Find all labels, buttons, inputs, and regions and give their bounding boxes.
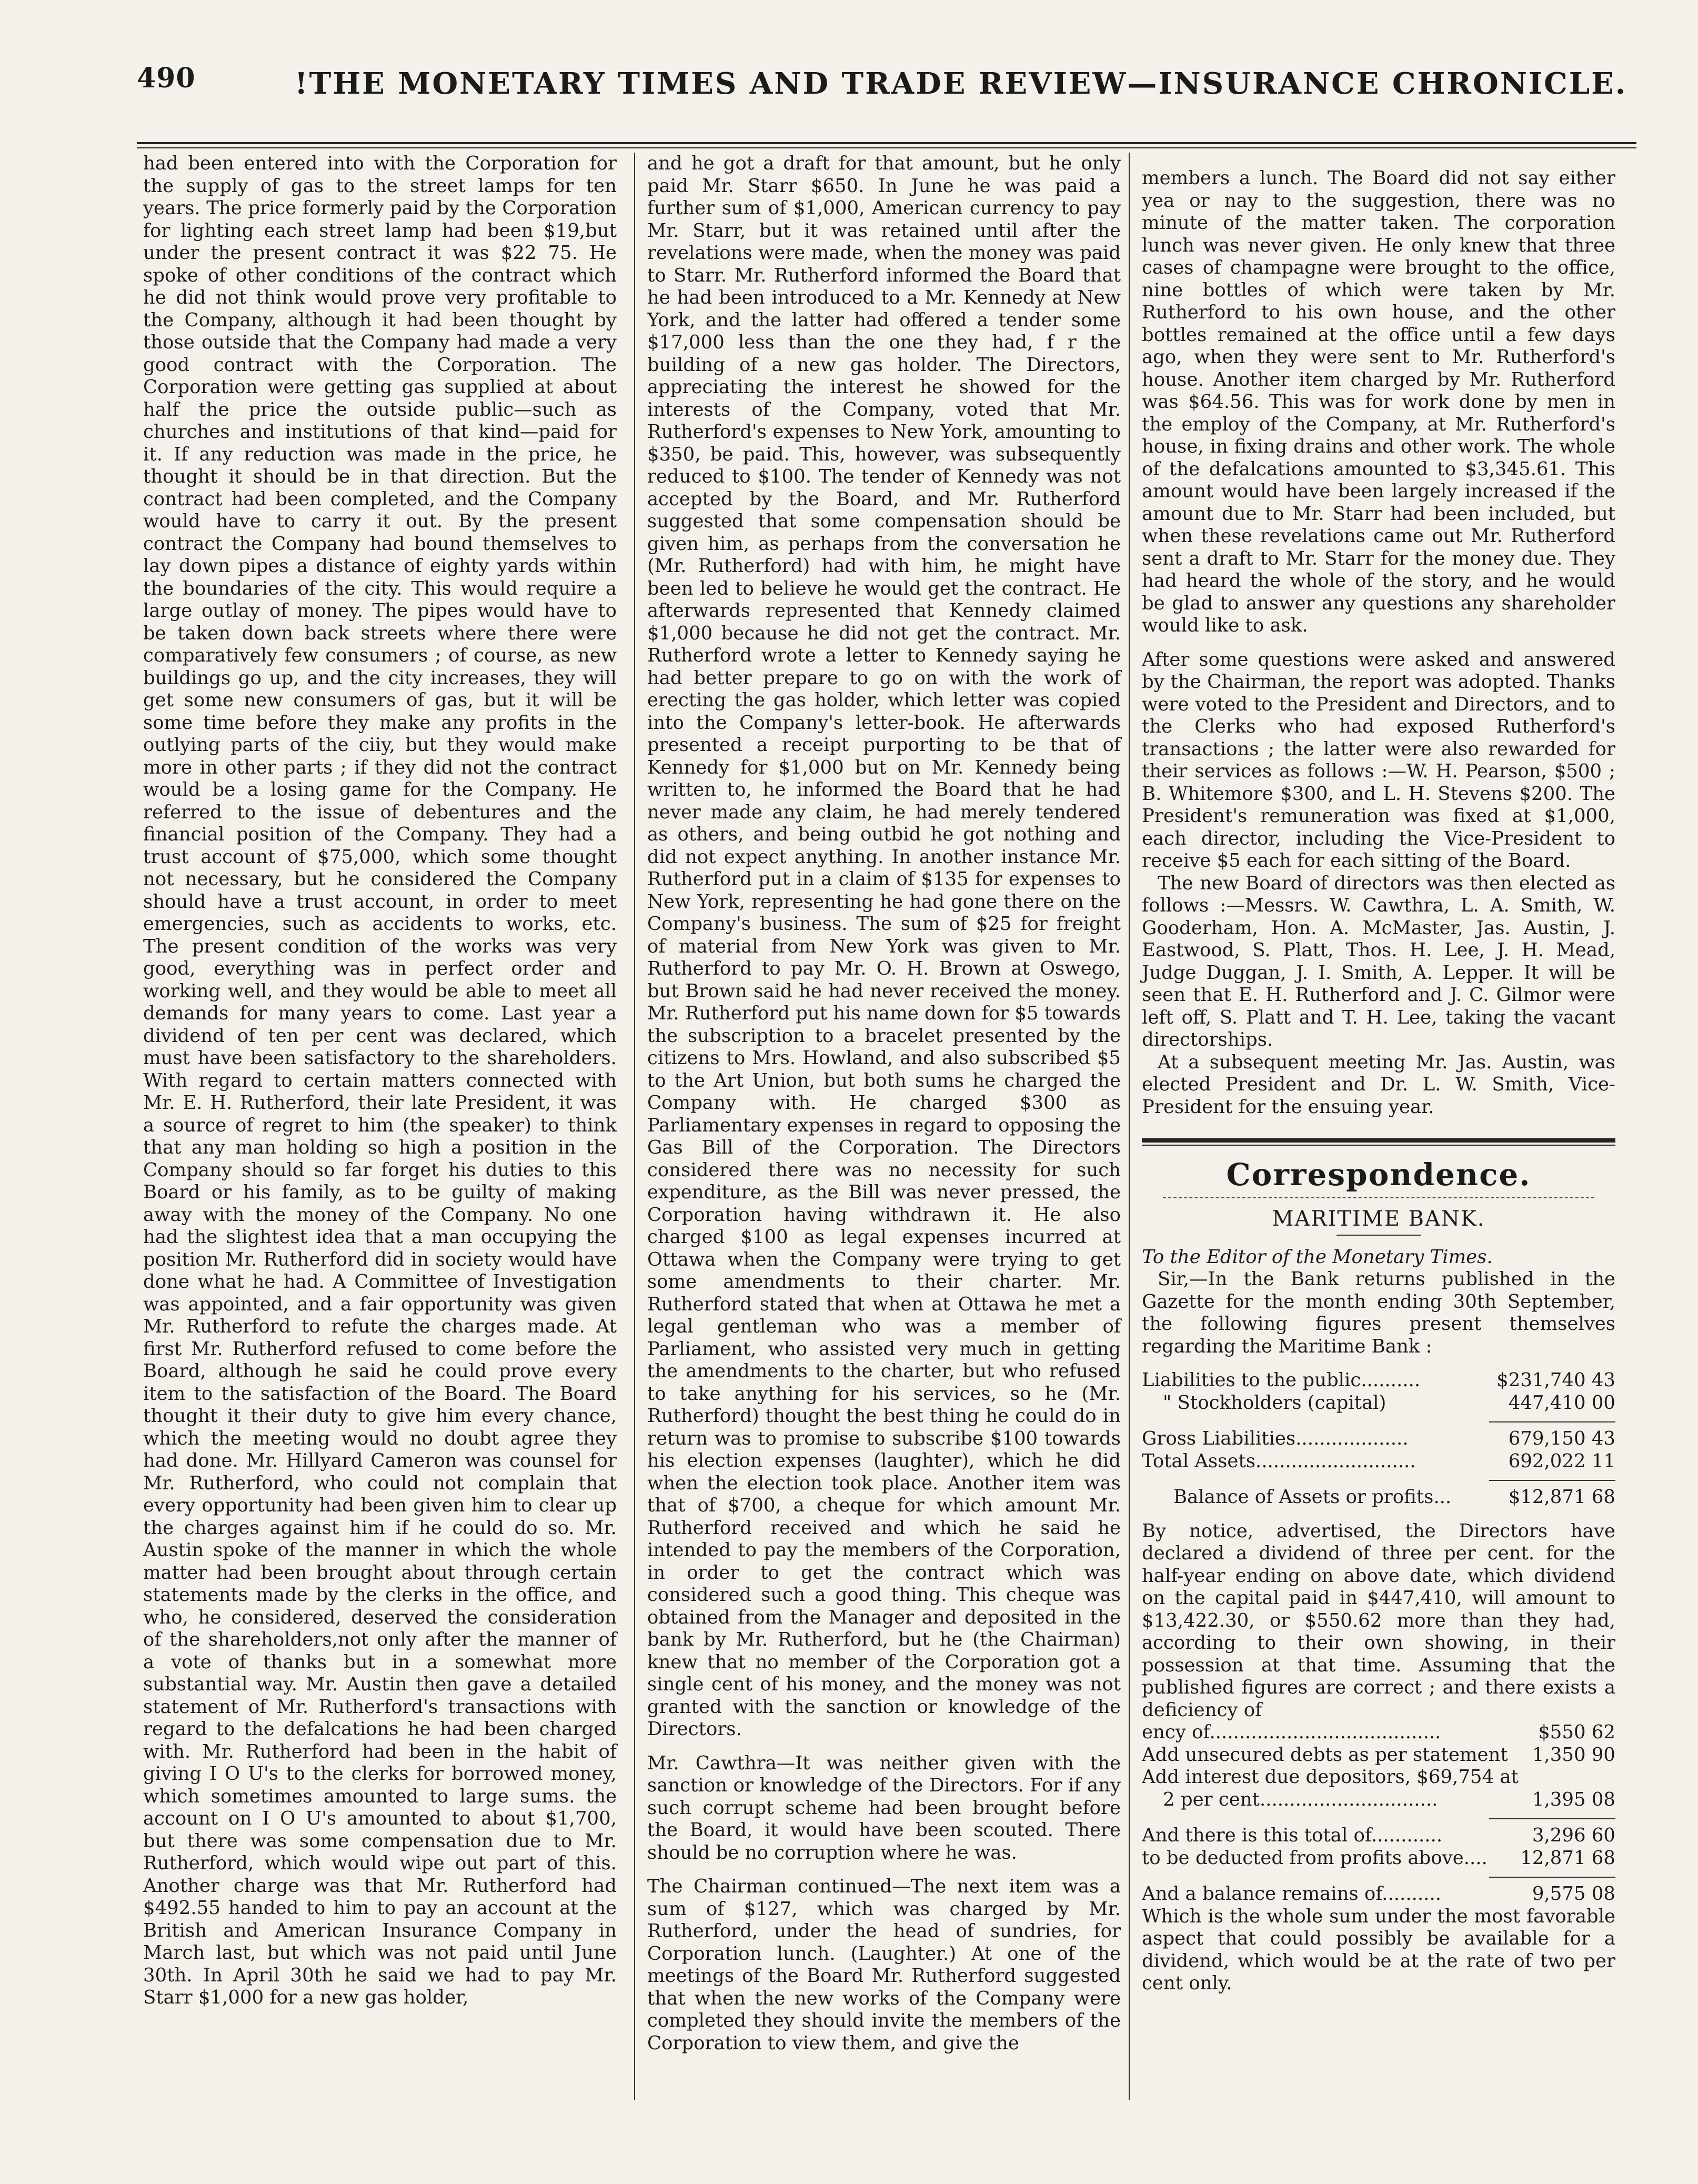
section-title: Correspondence. bbox=[1226, 1157, 1531, 1193]
letter-heading: MARITIME BANK. bbox=[1272, 1207, 1485, 1231]
figure-row: Liabilities to the public.......... $231,740 43 bbox=[1142, 1369, 1615, 1391]
article-paragraph: At a subsequent meeting Mr. Jas. Austin, was elected President and Dr. L. W. Smith, Vice-President for the ensuing year. bbox=[1142, 1051, 1615, 1118]
ornamental-rule bbox=[1163, 1197, 1594, 1198]
figure-row: 2 per cent.............................. 1,395 08 bbox=[1163, 1788, 1615, 1810]
figure-row: Balance of Assets or profits... $12,871 68 bbox=[1173, 1486, 1615, 1508]
letter-paragraph: By notice, advertised, the Directors have declared a dividend of three per cent. for the half-year ending on above date, which dividend on the capital paid in $447,410, will amount to $13,422.30, or $550.62 more than they had, according to their own showing, in their possession at that time. Assuming that the published figures are correct ; and there exists a deficiency of bbox=[1142, 1520, 1615, 1721]
article-paragraph: Mr. Cawthra—It was neither given with the sanction or knowledge of the Directors. For if any such corrupt scheme had been brought before the Board, it would have been scouted. There should be no corruption where he was. bbox=[647, 1752, 1121, 1864]
short-rule bbox=[1337, 1235, 1421, 1236]
section-divider bbox=[1142, 1138, 1615, 1146]
figure-row: Gross Liabilities................... 679,150 43 bbox=[1142, 1428, 1615, 1449]
running-title: !THE MONETARY TIMES AND TRADE REVIEW—INSURANCE CHRONICLE. bbox=[295, 66, 1627, 101]
sum-rule bbox=[1489, 1421, 1615, 1422]
figure-row: ency of....................................... $550 62 bbox=[1142, 1721, 1615, 1743]
sum-rule bbox=[1489, 1480, 1615, 1481]
figure-row: And a balance remains of.......... 9,575 08 bbox=[1142, 1883, 1615, 1905]
page-number: 490 bbox=[137, 62, 196, 94]
figure-row: Add interest due depositors, $69,754 at bbox=[1142, 1766, 1519, 1788]
column-2 bbox=[647, 153, 1121, 2055]
article-paragraph: had been entered into with the Corporation for the supply of gas to the street lamps for ten years. The price formerly paid by the Corporation for lighting each street lamp had been $19,but under the present contract it was $22 75. He spoke of other conditions of the contract which he did not think would prove very profitable to the Company, although it had been thought by those outside that the Company had made a very good contract with the Corporation. The Corporation were getting gas supplied at about half the price the outside public—such as churches and institutions of that kind—paid for it. If any reduction was made in the price, he thought it should be in that direction. But the contract had been completed, and the Company would have to carry it out. By the present contract the Company had bound themselves to lay down pipes a distance of eighty yards within the boundaries of the city. This would require a large outlay of money. The pipes would have to be taken down back streets where there were comparatively few consumers ; of course, as new buildings go up, and the city increases, they will get some new consumers of gas, but it will be some time before they make any profits in the outlying parts of the ciiy, but they would make more in other parts ; if they did not the contract would be a losing game for the Company. He referred to the issue of debentures and the financial position of the Company. They had a trust account of $75,000, which some thought not necessary, but he considered the Company should have a trust account, in order to meet emergencies, such as accidents to works, etc. The present condition of the works was very good, everything was in perfect order and working well, and they would be able to meet all demands for many years to come. Last year a dividend of ten per cent was declared, which must have been satisfactory to the shareholders. With regard to certain matters connected with Mr. E. H. Rutherford, their late President, it was a source of regret to him (the speaker) to think that any man holding so high a position in the Company should so far forget his duties to this Board or his family, as to be guilty of making away with the money of the Company. No one had the slightest idea that a man occupying the position Mr. Rutherford did in society would have done what he had. A Committee of Investigation was appointed, and a fair opportunity was given Mr. Rutherford to refute the charges made. At first Mr. Rutherford refused to come before the Board, although he said he could prove every item to the satisfaction of the Board. The Board thought it their duty to give him every chance, which the meeting would no doubt agree they had done. Mr. Hillyard Cameron was counsel for Mr. Rutherford, who could not complain that every opportunity had been given him to clear up the charges against him if he could do so. Mr. Austin spoke of the manner in which the whole matter had been brought about through certain statements made by the clerks in the office, and who, he considered, deserved the consideration of the shareholders,not only after the manner of a vote of thanks but in a somewhat more substantial way. Mr. Austin then gave a detailed statement of Mr. Rutherford's transactions with regard to the defalcations he had been charged with. Mr. Rutherford had been in the habit of giving I O U's to the clerks for borrowed money, which sometimes amounted to large sums. the account on I O U's amounted to about $1,700, but there was some compensation due to Mr. Rutherford, which would wipe out part of this. Another charge was that Mr. Rutherford had $492.55 handed to him to pay an account at the British and American Insurance Company in March last, but which was not paid until June 30th. In April 30th he said we had to pay Mr. Starr $1,000 for a new gas holder, bbox=[143, 153, 617, 2008]
sum-rule bbox=[1489, 1818, 1615, 1819]
article-paragraph: After some questions were asked and answered by the Chairman, the report was adopted. Thanks were voted to the President and Directors, and to the Clerks who had exposed Rutherford's transactions ; the latter were also rewarded for their services as follows :—W. H. Pearson, $500 ; B. Whitemore $300, and L. H. Stevens $200. The President's remuneration was fixed at $1,000, each director, including the Vice-President to receive $5 each for each sitting of the Board. bbox=[1142, 648, 1615, 871]
article-paragraph: The new Board of directors was then elected as follows :—Messrs. W. Cawthra, L. A. Smith, W. Gooderham, Hon. A. McMaster, Jas. Austin, J. Eastwood, S. Platt, Thos. H. Lee, J. H. Mead, Judge Duggan, J. I. Smith, A. Lepper. It will be seen that E. H. Rutherford and J. C. Gilmor were left off, S. Platt and T. H. Lee, taking the vacant directorships. bbox=[1142, 872, 1615, 1050]
figure-row: " Stockholders (capital) 447,410 00 bbox=[1163, 1391, 1615, 1414]
column-1 bbox=[143, 153, 617, 2009]
figure-row: And there is this total of............ 3,296 60 bbox=[1142, 1825, 1615, 1846]
article-paragraph: members a lunch. The Board did not say either yea or nay to the suggestion, there was no minute of the matter taken. The corporation lunch was never given. He only knew that three cases of champagne were brought to the office, nine bottles of which were taken by Mr. Rutherford to his own house, and the other bottles remained at the office until a few days ago, when they were sent to Mr. Rutherford's house. Another item charged by Mr. Rutherford was $64.56. This was for work done by men in the employ of the Company, at Mr. Rutherford's house, in fixing drains and other work. The whole of the defalcations amounted to $3,345.61. This amount would have been largely increased if the amount due to Mr. Starr had been included, but when these revelations came out Mr. Rutherford sent a draft to Mr. Starr for the money due. They had heard the whole of the story, and he would be glad to answer any questions any shareholder would like to ask. bbox=[1142, 167, 1615, 636]
header-rule bbox=[137, 142, 1636, 148]
salutation: To the Editor of the Monetary Times. bbox=[1142, 1246, 1493, 1268]
sum-rule bbox=[1489, 1877, 1615, 1878]
article-paragraph: The Chairman continued—The next item was a sum of $127, which was charged by Mr. Rutherford, under the head of sundries, for Corporation lunch. (Laughter.) At one of the meetings of the Board Mr. Rutherford suggested that when the new works of the Company were completed they should invite the members of the Corporation to view them, and give the bbox=[647, 1876, 1121, 2054]
figure-row: Add unsecured debts as per statement 1,350 90 bbox=[1142, 1744, 1615, 1766]
letter-paragraph: Sir,—In the Bank returns published in the Gazette for the month ending 30th September, the following figures present themselves regarding the Maritime Bank : bbox=[1142, 1268, 1615, 1357]
column-rule-2 bbox=[1129, 153, 1130, 2100]
column-rule-1 bbox=[634, 153, 635, 2100]
letter-paragraph: Which is the whole sum under the most favorable aspect that could possibly be available for a dividend, which would be at the rate of two per cent only. bbox=[1142, 1905, 1615, 1994]
figure-row: Total Assets........................... 692,022 11 bbox=[1142, 1450, 1615, 1472]
article-paragraph: and he got a draft for that amount, but he only paid Mr. Starr $650. In June he was paid a further sum of $1,000, American currency to pay Mr. Starr, but it was retained until after the revelations were made, when the money was paid to Starr. Mr. Rutherford informed the Board that he had been introduced to a Mr. Kennedy at New York, and the latter had offered a tender some $17,000 less than the one they had, f r the building of a new gas holder. The Directors, appreciating the interest he showed for the interests of the Company, voted that Mr. Rutherford's expenses to New York, amounting to $350, be paid. This, however, was subsequently reduced to $100. The tender of Kennedy was not accepted by the Board, and Mr. Rutherford suggested that some compensation should be given him, as perhaps from the conversation he (Mr. Rutherford) had with him, he might have been led to believe he would get the contract. He afterwards represented that Kennedy claimed $1,000 because he did not get the contract. Mr. Rutherford wrote a letter to Kennedy saying he had better prepare to go on with the work of erecting the gas holder, which letter was copied into the Company's letter-book. He afterwards presented a receipt purporting to be that of Kennedy for $1,000 but on Mr. Kennedy being written to, he informed the Board that he had never made any claim, he had merely tendered as others, and being outbid he got nothing and did not expect anything. In another instance Mr. Rutherford put in a claim of $135 for expenses to New York, representing he had gone there on the Company's business. The sum of $25 for freight of material from New York was given to Mr. Rutherford to pay Mr. O. H. Brown at Oswego, but Brown said he had never received the money. Mr. Rutherford put his name down for $5 towards the subscription to a bracelet presented by the citizens to Mrs. Howland, and also subscribed $5 to the Art Union, but both sums he charged the Company with. He charged $300 as Parliamentary expenses in regard to opposing the Gas Bill of the Corporation. The Directors considered there was no necessity for such expenditure, as the Bill was never pressed, the Corporation having withdrawn it. He also charged $100 as legal expenses incurred at Ottawa when the Company were trying to get some amendments to their charter. Mr. Rutherford stated that when at Ottawa he met a legal gentleman who was a member of Parliament, who assisted very much in getting the amendments to the charter, but who refused to take anything for his services, so he (Mr. Rutherford) thought the best thing he could do in return was to promise to subscribe $100 towards his election expenses (laughter), which he did when the election took place. Another item was that of $700, a cheque for which amount Mr. Rutherford received and which he said he intended to pay the members of the Corporation, in order to get the contract which was considered such a good thing. This cheque was obtained from the Manager and deposited in the bank by Mr. Rutherford, but he (the Chairman) knew that no member of the Corporation got a single cent of his money, and the money was not granted with the sanction or knowledge of the Directors. bbox=[647, 153, 1121, 1740]
column-3 bbox=[1142, 167, 1615, 1995]
figure-row: to be deducted from profits above.... 12,871 68 bbox=[1142, 1847, 1615, 1869]
